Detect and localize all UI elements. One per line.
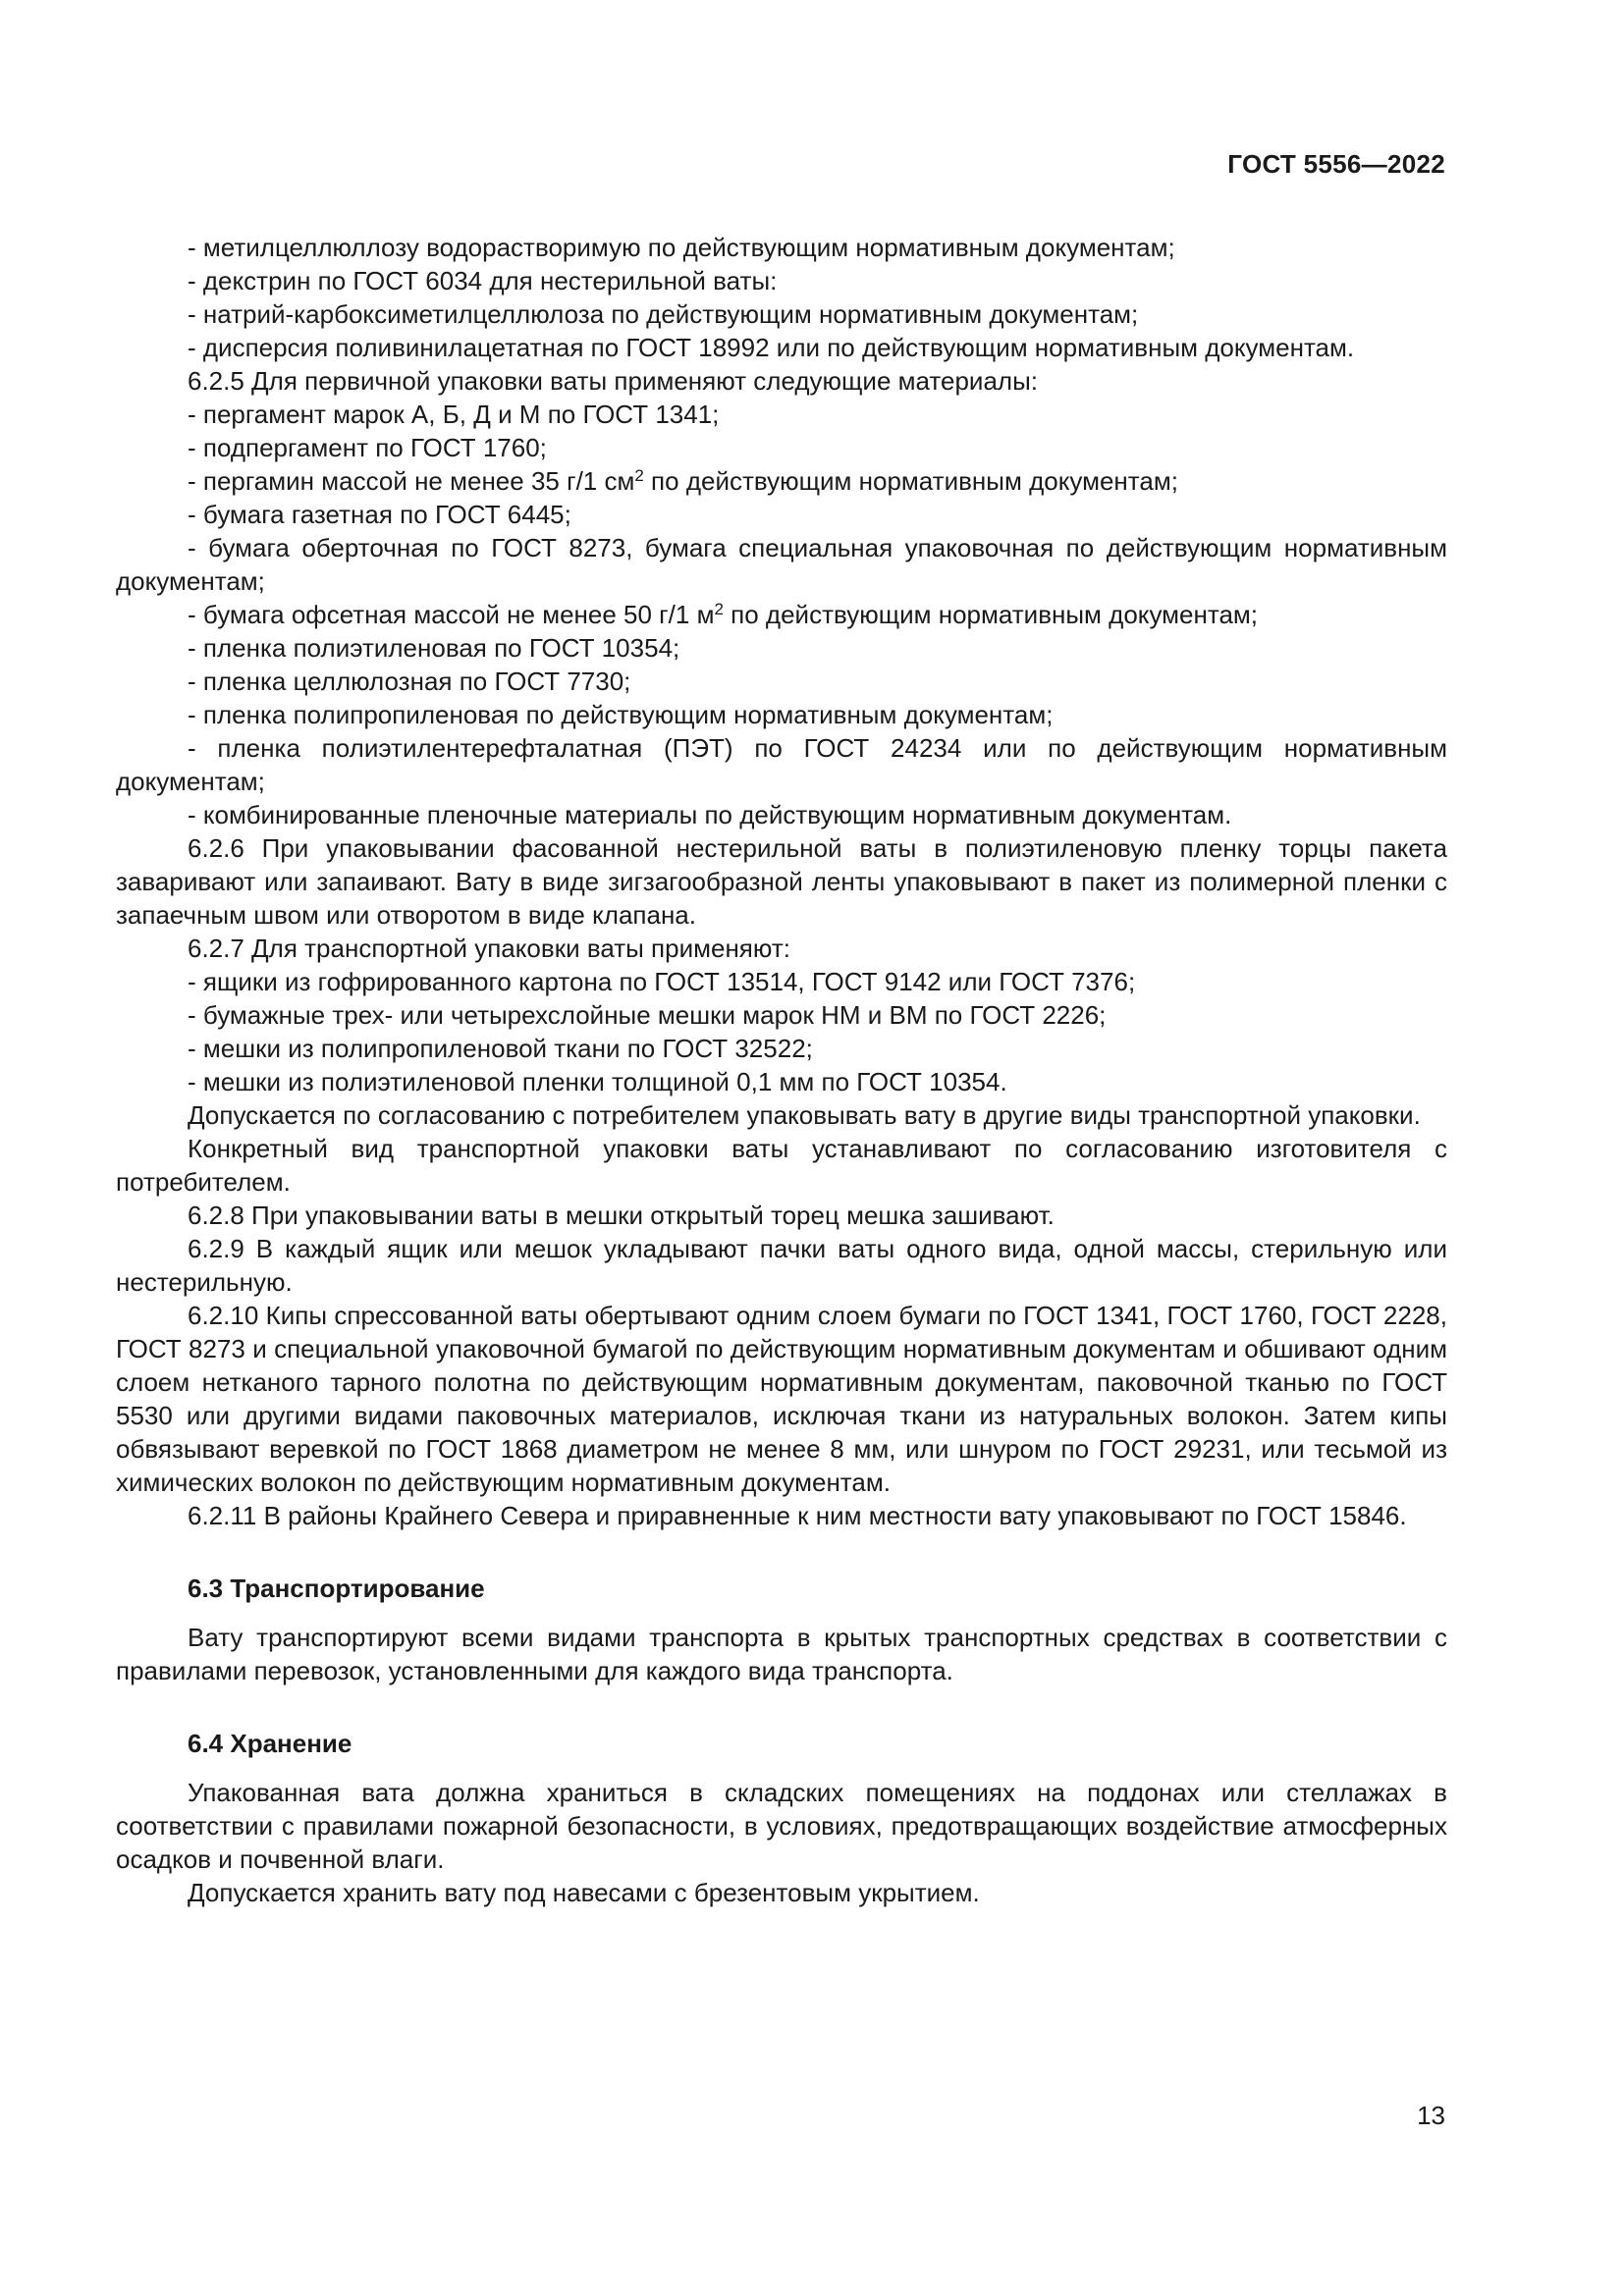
- clause-6-2-6: 6.2.6 При упаковывании фасованной нестерильной ваты в полиэтиленовую пленку торцы пакета заваривают или запаивают. Вату в виде зигзагообразной ленты упаковывают в пакет из полимерной пленки с запаечным швом или отворотом в виде клапана.: [116, 833, 1447, 930]
- paragraph-transport: Вату транспортируют всеми видами транспорта в крытых транспортных средствах в соответствии с правилами перевозок, установленными для каждого вида транспорта.: [116, 1623, 1447, 1685]
- list-item-pet-film: - пленка полиэтилентерефталатная (ПЭТ) по ГОСТ 24234 или по действующим нормативным документам;: [116, 733, 1447, 796]
- page-number: 13: [1417, 2101, 1445, 2130]
- paragraph-storage: Упакованная вата должна храниться в складских помещениях на поддонах или стеллажах в соответствии с правилами пожарной безопасности, в условиях, предотвращающих воздействие атмосферных осадков и почвенной влаги.: [116, 1778, 1447, 1874]
- section-heading-storage: 6.4 Хранение: [188, 1729, 352, 1758]
- list-item-pva-dispersion: - дисперсия поливинилацетатная по ГОСТ 18992 или по действующим нормативным документам.: [188, 333, 1355, 362]
- list-item-pp-film: - пленка полипропиленовая по действующим нормативным документам;: [188, 700, 1054, 729]
- list-item-newsprint: - бумага газетная по ГОСТ 6445;: [188, 500, 571, 529]
- list-item-parchment: - пергамент марок А, Б, Д и М по ГОСТ 1341;: [188, 400, 720, 429]
- section-heading-transport: 6.3 Транспортирование: [188, 1574, 485, 1603]
- clause-6-2-10: 6.2.10 Кипы спрессованной ваты обертывают одним слоем бумаги по ГОСТ 1341, ГОСТ 1760, ГОСТ 2228, ГОСТ 8273 и специальной упаковочной бумагой по действующим нормативным документам и обшивают одним слоем нетканого тарного полотна по действующим нормативным документам, паковочной тканью по ГОСТ 5530 или другими видами паковочных материалов, исключая ткани из натуральных волокон. Затем кипы обвязывают веревкой по ГОСТ 1868 диаметром не менее 8 мм, или шнуром по ГОСТ 29231, или тесьмой из химических волокон по действующим нормативным документам.: [116, 1301, 1447, 1497]
- clause-6-2-7: 6.2.7 Для транспортной упаковки ваты применяют:: [188, 934, 790, 963]
- list-item-cardboard-boxes: - ящики из гофрированного картона по ГОСТ 13514, ГОСТ 9142 или ГОСТ 7376;: [188, 967, 1136, 996]
- list-item-offset-paper: - бумага офсетная массой не менее 50 г/1 $м^2$ по действующим нормативным документам;: [188, 600, 1259, 629]
- list-item-carboxymethylcellulose: - натрий-карбоксиметилцеллюлоза по действующим нормативным документам;: [188, 299, 1139, 329]
- clause-6-2-9: 6.2.9 В каждый ящик или мешок укладывают пачки ваты одного вида, одной массы, стерильную или нестерильную.: [116, 1234, 1447, 1297]
- paragraph-packaging-agreement: Конкретный вид транспортной упаковки ваты устанавливают по согласованию изготовителя с потребителем.: [116, 1134, 1447, 1197]
- list-item-combined-films: - комбинированные пленочные материалы по действующим нормативным документам.: [188, 800, 1232, 829]
- list-item-paper-bags: - бумажные трех- или четырехслойные мешки марок НМ и ВМ по ГОСТ 2226;: [188, 1000, 1107, 1030]
- document-body: [116, 231, 1447, 1909]
- list-item-methylcellulose: - метилцеллюллозу водорастворимую по действующим нормативным документам;: [188, 233, 1175, 262]
- paragraph-other-packaging: Допускается по согласованию с потребителем упаковывать вату в другие виды транспортной упаковки.: [188, 1100, 1421, 1130]
- clause-6-2-11: 6.2.11 В районы Крайнего Севера и приравненные к ним местности вату упаковывают по ГОСТ 15846.: [188, 1501, 1407, 1530]
- list-item-cellulose-film: - пленка целлюлозная по ГОСТ 7730;: [188, 667, 631, 696]
- clause-6-2-5: 6.2.5 Для первичной упаковки ваты применяют следующие материалы:: [188, 366, 1038, 396]
- list-item-pe-film: - пленка полиэтиленовая по ГОСТ 10354;: [188, 633, 680, 663]
- list-item-pp-bags: - мешки из полипропиленовой ткани по ГОСТ 32522;: [188, 1034, 813, 1063]
- list-item-wrapping-paper: - бумага оберточная по ГОСТ 8273, бумага специальная упаковочная по действующим нормативным документам;: [116, 533, 1447, 596]
- list-item-pergamin: - пергамин массой не менее 35 г/1 $см^2$ по действующим нормативным документам;: [188, 466, 1178, 496]
- list-item-subparchment: - подпергамент по ГОСТ 1760;: [188, 433, 547, 462]
- list-item-dextrin: - декстрин по ГОСТ 6034 для нестерильной ваты:: [188, 266, 778, 295]
- clause-6-2-8: 6.2.8 При упаковывании ваты в мешки открытый торец мешка зашивают.: [188, 1201, 1055, 1230]
- document-header-code: ГОСТ 5556—2022: [1227, 149, 1445, 179]
- list-item-pe-bags: - мешки из полиэтиленовой пленки толщиной 0,1 мм по ГОСТ 10354.: [188, 1067, 1007, 1096]
- paragraph-storage-canopy: Допускается хранить вату под навесами с брезентовым укрытием.: [188, 1878, 980, 1907]
